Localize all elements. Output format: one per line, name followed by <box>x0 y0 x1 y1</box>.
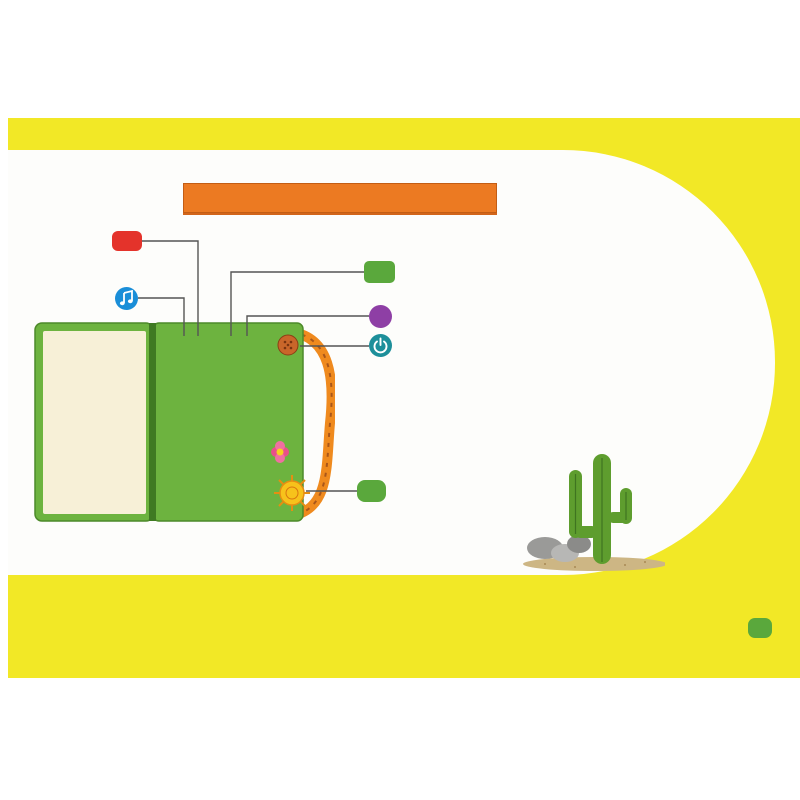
power-icon <box>369 334 392 357</box>
book-left-paper <box>43 331 146 514</box>
instructions-start-badge <box>748 618 772 638</box>
cactus-left-joint <box>575 526 597 538</box>
music-note-icon <box>115 287 138 310</box>
cactus-illustration <box>505 440 665 575</box>
book-spine <box>149 323 156 521</box>
start-sun-button <box>274 475 310 511</box>
title-bar <box>183 183 497 213</box>
word-button-badge <box>112 231 142 251</box>
ebook-illustration <box>30 318 335 528</box>
page-listen-badge <box>364 261 395 283</box>
start-badge <box>357 480 386 502</box>
question-icon <box>369 305 392 328</box>
cactus-right-joint <box>608 512 628 523</box>
